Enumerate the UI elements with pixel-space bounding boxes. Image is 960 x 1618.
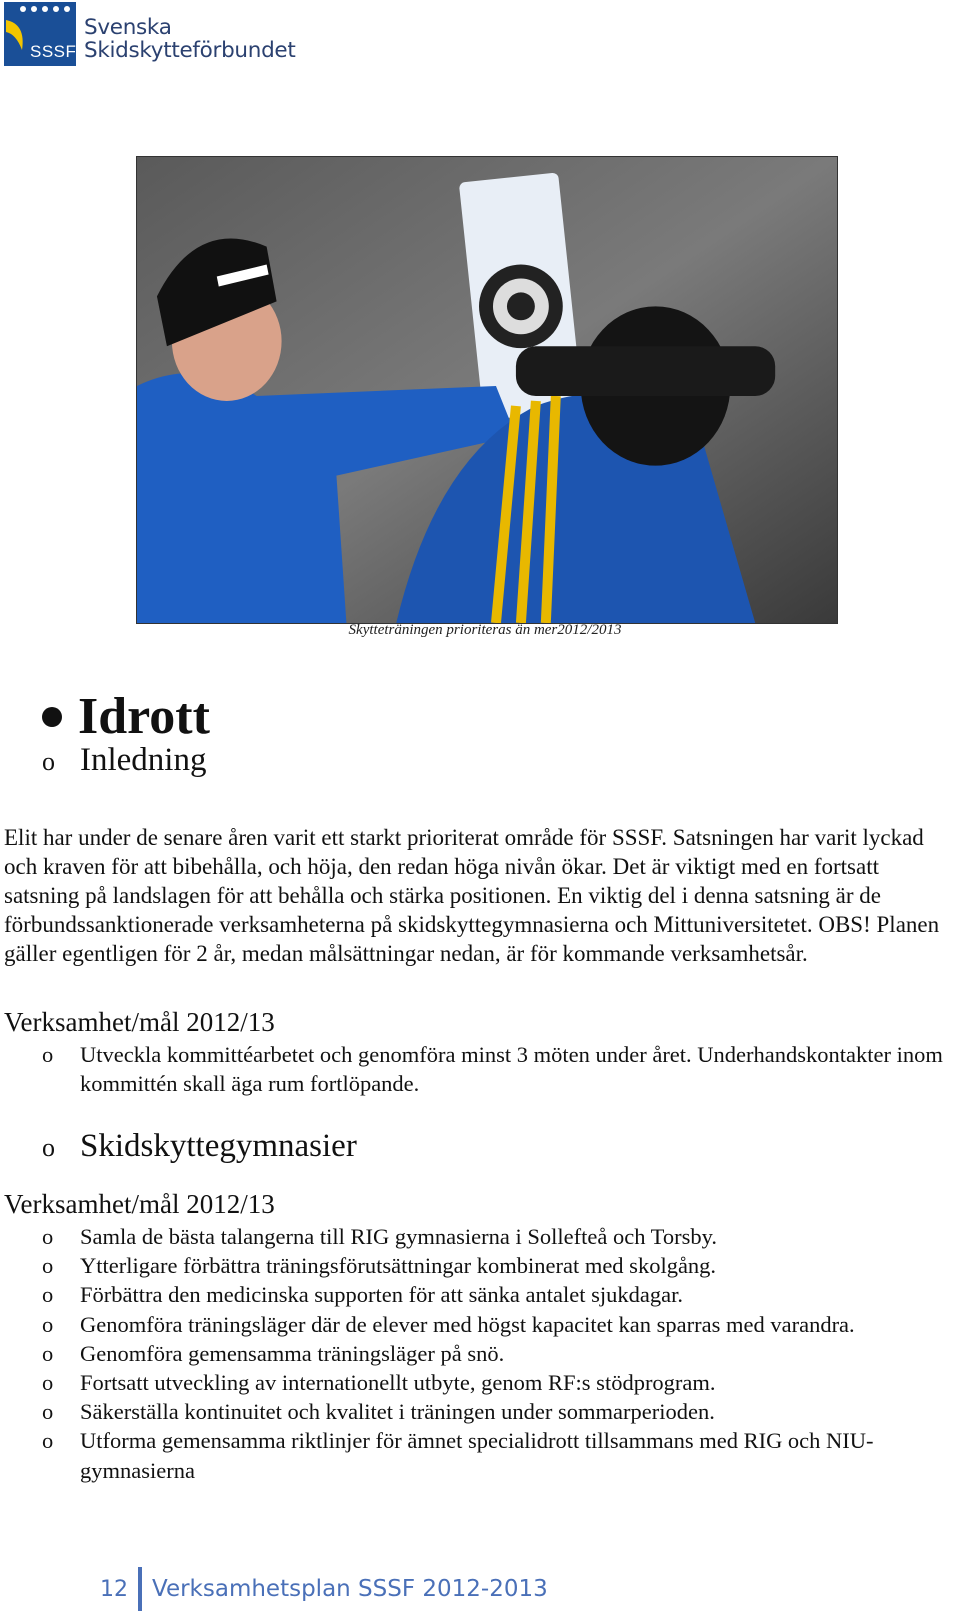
logo-mark	[4, 2, 76, 66]
goals2-list	[40, 1222, 956, 1485]
list-item-text: Ytterligare förbättra träningsförutsättningar kombinerat med skolgång.	[80, 1253, 717, 1279]
logo-dots	[20, 6, 70, 12]
list-item-text: Förbättra den medicinska supporten för att sänka antalet sjukdagar.	[80, 1282, 683, 1308]
list-marker: o	[42, 1399, 54, 1425]
list-item-text: Genomföra gemensamma träningsläger på snö.	[80, 1340, 505, 1366]
page-number: 12	[100, 1576, 128, 1602]
logo-line2: Skidskytteförbundet	[84, 38, 296, 63]
logo-line1: Svenska	[84, 15, 172, 40]
list-item-text: Utveckla kommittéarbetet och genomföra minst 3 möten under året. Underhandskontakter inom kommittén skall äga rum fortlöpande.	[80, 1042, 943, 1097]
sssf-logo	[4, 2, 296, 68]
photo-caption: Skytteträningen prioriteras än mer2012/2013	[348, 622, 622, 638]
intro-heading-text: Inledning	[80, 742, 207, 778]
intro-heading	[42, 740, 206, 782]
list-item-text: Fortsatt utveckling av internationellt utbyte, genom RF:s stödprogram.	[80, 1370, 716, 1396]
list-item	[40, 1339, 956, 1368]
list-marker: o	[42, 1253, 54, 1279]
list-item	[40, 1040, 956, 1098]
logo-wordmark	[84, 16, 295, 62]
goals1-heading: Verksamhet/mål 2012/13	[4, 1007, 275, 1037]
biathlon-photo	[136, 156, 838, 624]
list-marker: o	[42, 1042, 54, 1067]
list-item	[40, 1222, 956, 1251]
gymnasium-heading-text: Skidskyttegymnasier	[80, 1128, 357, 1164]
goals1-list	[40, 1040, 956, 1098]
gymnasium-heading	[42, 1126, 357, 1168]
list-marker: o	[42, 747, 55, 776]
section-title-text: Idrott	[78, 688, 210, 745]
list-item	[40, 1426, 956, 1484]
page-footer	[100, 1566, 548, 1612]
photo-illustration	[137, 157, 837, 623]
list-item	[40, 1368, 956, 1397]
list-marker: o	[42, 1282, 54, 1308]
footer-title: Verksamhetsplan SSSF 2012-2013	[152, 1576, 548, 1602]
list-marker: o	[42, 1428, 54, 1454]
list-item	[40, 1280, 956, 1309]
intro-paragraph: Elit har under de senare åren varit ett starkt prioriterat område för SSSF. Satsningen har varit lyckad och kraven för att bibehålla, och höja, den redan höga nivån ökar. Det är viktigt med en fortsatt satsning på landslagen för att behålla och stärka positionen. En viktig del i denna satsning är de förbundssanktionerade verksamheterna på skidskyttegymnasierna och Mittuniversitetet. OBS! Planen gäller egentligen för 2 år, medan målsättningar nedan, är för kommande verksamhetsår.	[4, 825, 940, 966]
list-item-text: Samla de bästa talangerna till RIG gymnasierna i Sollefteå och Torsby.	[80, 1224, 717, 1249]
list-marker: o	[42, 1370, 54, 1396]
list-item	[40, 1310, 956, 1339]
list-marker: o	[42, 1311, 54, 1337]
list-item-text: Säkerställa kontinuitet och kvalitet i träningen under sommarperioden.	[80, 1399, 715, 1425]
list-item-text: Genomföra träningsläger där de elever med högst kapacitet kan sparras med varandra.	[80, 1311, 855, 1337]
list-item	[40, 1251, 956, 1280]
section-title	[42, 686, 210, 748]
bullet-icon	[42, 707, 62, 727]
goals2-heading: Verksamhet/mål 2012/13	[4, 1189, 275, 1219]
list-item	[40, 1397, 956, 1426]
footer-divider	[138, 1567, 142, 1611]
list-marker: o	[42, 1224, 54, 1249]
list-marker: o	[42, 1340, 54, 1366]
list-marker: o	[42, 1133, 55, 1162]
list-item-text: Utforma gemensamma riktlinjer för ämnet specialidrott tillsammans med RIG och NIU-gymnasierna	[80, 1428, 874, 1483]
logo-abbr: SSSF	[30, 42, 77, 61]
